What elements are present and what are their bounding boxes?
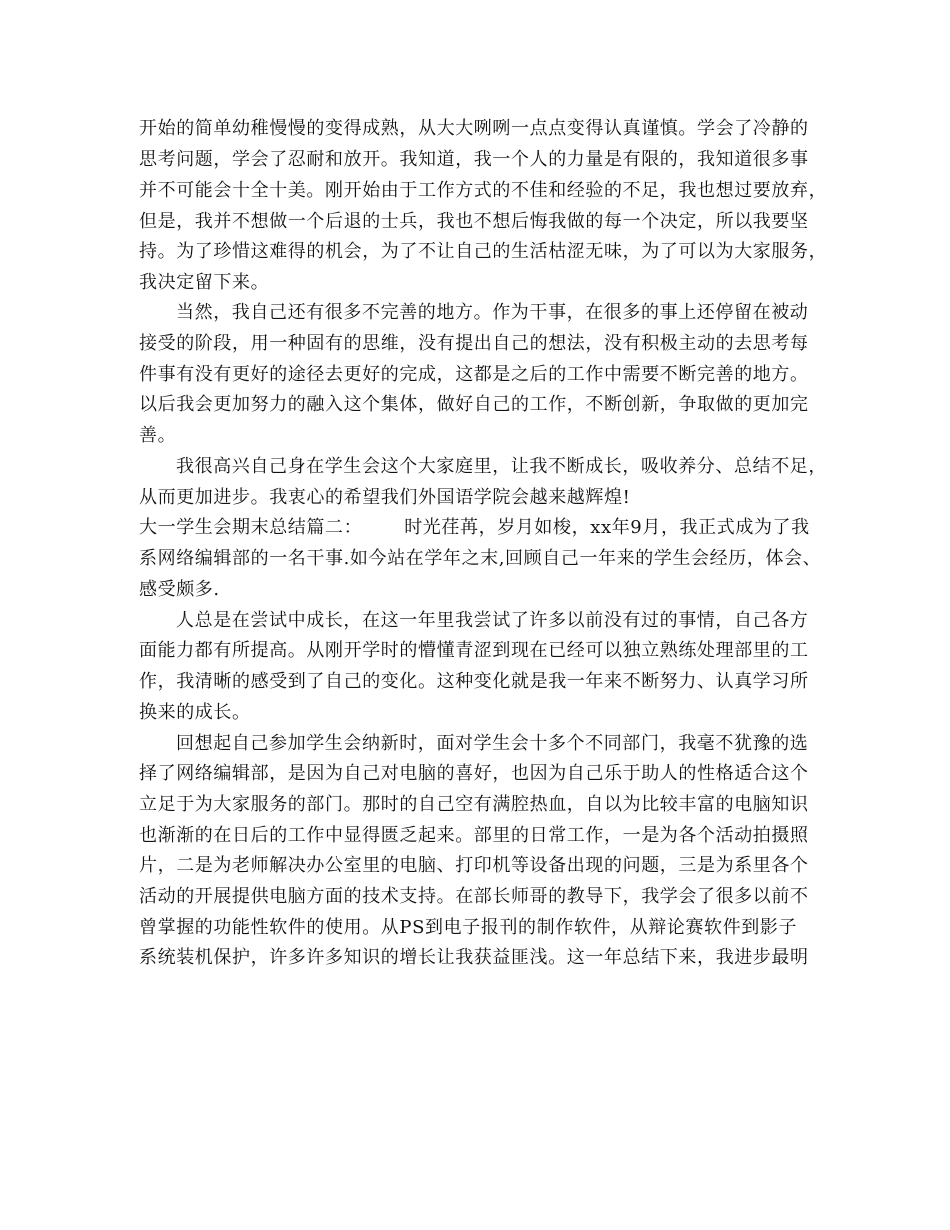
text-line: 我决定留下来。 (139, 272, 270, 293)
text-line: 曾掌握的功能性软件的使用。从PS到电子报刊的制作软件，从辩论赛软件到影子 (139, 917, 798, 938)
text-line: 时光荏苒，岁月如梭，xx年9月，我正式成为了我 (404, 517, 810, 538)
text-line: 开始的简单幼稚慢慢的变得成熟，从大大咧咧一点点变得认真谨慎。学会了冷静的 (139, 118, 809, 139)
text-line: 系网络编辑部的一名干事.如今站在学年之末,回顾自己一年来的学生会经历，体会、 (139, 548, 822, 569)
text-line: 从而更加进步。我衷心的希望我们外国语学院会越来越辉煌! (139, 487, 631, 508)
section-heading: 大一学生会期末总结篇二： (139, 517, 363, 538)
text-line: 件事有没有更好的途径去更好的完成，这都是之后的工作中需要不断完善的地方。 (139, 364, 809, 385)
text-line: 接受的阶段，用一种固有的思维，没有提出自己的想法，没有积极主动的去思考每 (139, 333, 809, 354)
text-line: 系统装机保护，许多许多知识的增长让我获益匪浅。这一年总结下来，我进步最明 (139, 947, 809, 968)
text-line: 片，二是为老师解决办公室里的电脑、打印机等设备出现的问题，三是为系里各个 (139, 855, 809, 876)
text-line: 并不可能会十全十美。刚开始由于工作方式的不佳和经验的不足，我也想过要放弃， (139, 180, 828, 201)
text-line: 面能力都有所提高。从刚开学时的懵懂青涩到现在已经可以独立熟练处理部里的工 (139, 640, 809, 661)
text-line: 换来的成长。 (139, 702, 251, 723)
paragraph-start: 当然，我自己还有很多不完善的地方。作为干事，在很多的事上还停留在被动 (176, 302, 809, 323)
paragraph-start: 我很高兴自己身在学生会这个大家庭里，让我不断成长，吸收养分、总结不足， (176, 456, 827, 477)
text-line: 持。为了珍惜这难得的机会，为了不让自己的生活枯涩无味，为了可以为大家服务， (139, 241, 828, 262)
section-heading-line (139, 516, 810, 540)
text-line: 择了网络编辑部，是因为自己对电脑的喜好，也因为自己乐于助人的性格适合这个 (139, 763, 809, 784)
text-line: 以后我会更加努力的融入这个集体，做好自己的工作，不断创新，争取做的更加完 (139, 394, 809, 415)
text-line: 感受颇多. (139, 579, 220, 600)
text-line: 立足于为大家服务的部门。那时的自己空有满腔热血，自以为比较丰富的电脑知识 (139, 794, 809, 815)
text-line: 也渐渐的在日后的工作中显得匮乏起来。部里的日常工作，一是为各个活动拍摄照 (139, 825, 809, 846)
paragraph-start: 人总是在尝试中成长，在这一年里我尝试了许多以前没有过的事情，自己各方 (176, 610, 809, 631)
text-line: 但是，我并不想做一个后退的士兵，我也不想后悔我做的每一个决定，所以我要坚 (139, 211, 809, 232)
text-line: 活动的开展提供电脑方面的技术支持。在部长师哥的教导下，我学会了很多以前不 (139, 886, 809, 907)
text-line: 善。 (139, 425, 177, 446)
text-line: 思考问题，学会了忍耐和放开。我知道，我一个人的力量是有限的，我知道很多事 (139, 149, 809, 170)
text-line: 作，我清晰的感受到了自己的变化。这种变化就是我一年来不断努力、认真学习所 (139, 671, 809, 692)
paragraph-start: 回想起自己参加学生会纳新时，面对学生会十多个不同部门，我毫不犹豫的选 (176, 733, 809, 754)
